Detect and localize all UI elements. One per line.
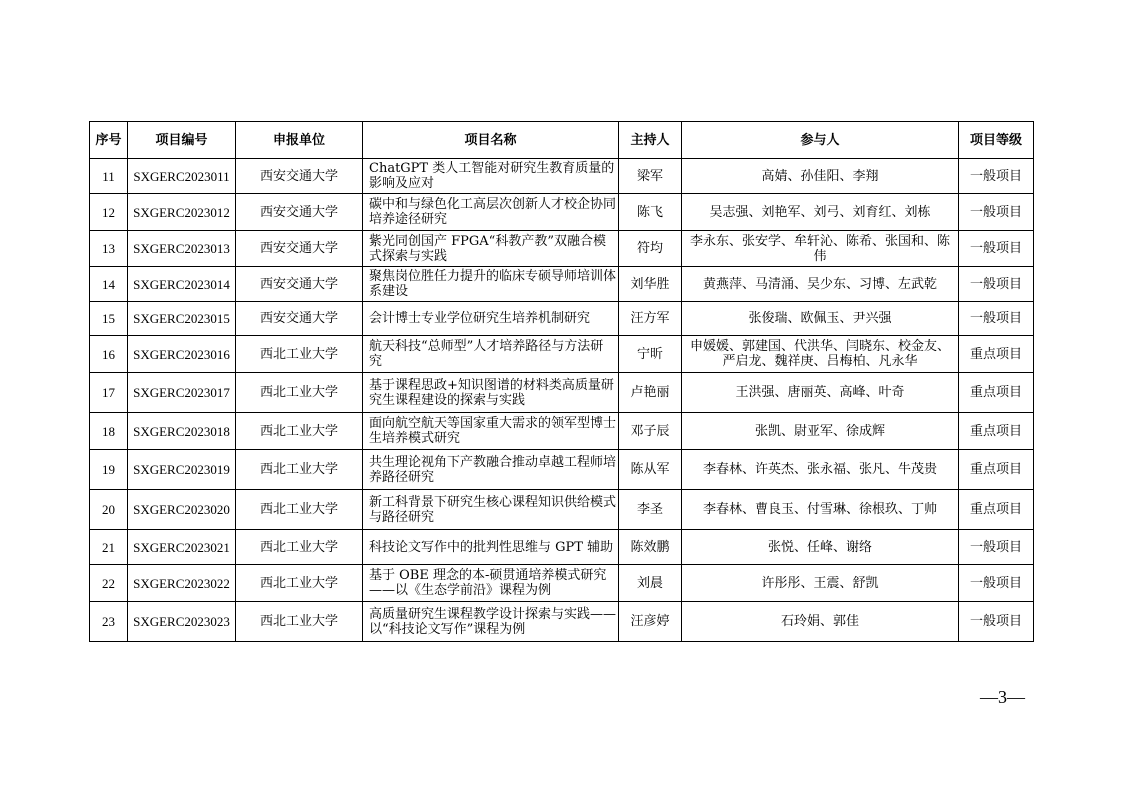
cell-leader: 李圣 bbox=[619, 490, 682, 530]
table-row bbox=[90, 565, 1034, 602]
table-row bbox=[90, 450, 1034, 490]
cell-unit: 西北工业大学 bbox=[236, 530, 363, 565]
cell-level: 一般项目 bbox=[959, 267, 1034, 302]
cell-leader: 宁昕 bbox=[619, 336, 682, 373]
cell-leader: 邓子辰 bbox=[619, 413, 682, 450]
cell-unit: 西安交通大学 bbox=[236, 302, 363, 336]
cell-members: 李春林、曹良玉、付雪琳、徐根玖、丁帅 bbox=[682, 490, 959, 530]
cell-leader: 梁军 bbox=[619, 159, 682, 194]
cell-seq: 19 bbox=[90, 450, 128, 490]
cell-seq: 16 bbox=[90, 336, 128, 373]
cell-leader: 汪方军 bbox=[619, 302, 682, 336]
cell-unit: 西北工业大学 bbox=[236, 336, 363, 373]
cell-seq: 18 bbox=[90, 413, 128, 450]
cell-members: 张俊瑞、欧佩玉、尹兴强 bbox=[682, 302, 959, 336]
cell-project-name: 会计博士专业学位研究生培养机制研究 bbox=[363, 302, 619, 336]
table-row bbox=[90, 413, 1034, 450]
cell-members: 张凯、尉亚军、徐成辉 bbox=[682, 413, 959, 450]
cell-code: SXGERC2023018 bbox=[128, 413, 236, 450]
cell-level: 一般项目 bbox=[959, 159, 1034, 194]
table-row bbox=[90, 336, 1034, 373]
cell-seq: 22 bbox=[90, 565, 128, 602]
cell-code: SXGERC2023017 bbox=[128, 373, 236, 413]
cell-level: 一般项目 bbox=[959, 194, 1034, 231]
cell-members: 黄燕萍、马清涌、吴少东、习博、左武乾 bbox=[682, 267, 959, 302]
cell-code: SXGERC2023015 bbox=[128, 302, 236, 336]
cell-code: SXGERC2023020 bbox=[128, 490, 236, 530]
cell-seq: 17 bbox=[90, 373, 128, 413]
cell-project-name: ChatGPT 类人工智能对研究生教育质量的影响及应对 bbox=[363, 159, 619, 194]
table-row bbox=[90, 159, 1034, 194]
cell-level: 一般项目 bbox=[959, 231, 1034, 267]
page-number: —3— bbox=[980, 687, 1025, 707]
cell-level: 一般项目 bbox=[959, 602, 1034, 642]
cell-code: SXGERC2023022 bbox=[128, 565, 236, 602]
cell-level: 重点项目 bbox=[959, 450, 1034, 490]
header-unit: 申报单位 bbox=[236, 122, 363, 159]
cell-seq: 21 bbox=[90, 530, 128, 565]
table-row bbox=[90, 490, 1034, 530]
cell-project-name: 新工科背景下研究生核心课程知识供给模式与路径研究 bbox=[363, 490, 619, 530]
cell-members: 石玲娟、郭佳 bbox=[682, 602, 959, 642]
table-row bbox=[90, 373, 1034, 413]
cell-level: 一般项目 bbox=[959, 302, 1034, 336]
header-leader: 主持人 bbox=[619, 122, 682, 159]
cell-project-name: 紫光同创国产 FPGA“科教产教”双融合模式探索与实践 bbox=[363, 231, 619, 267]
cell-unit: 西北工业大学 bbox=[236, 602, 363, 642]
cell-unit: 西北工业大学 bbox=[236, 490, 363, 530]
cell-code: SXGERC2023016 bbox=[128, 336, 236, 373]
cell-level: 重点项目 bbox=[959, 336, 1034, 373]
cell-project-name: 面向航空航天等国家重大需求的领军型博士生培养模式研究 bbox=[363, 413, 619, 450]
cell-project-name: 基于课程思政+知识图谱的材料类高质量研究生课程建设的探索与实践 bbox=[363, 373, 619, 413]
table-row bbox=[90, 231, 1034, 267]
cell-level: 重点项目 bbox=[959, 413, 1034, 450]
cell-unit: 西安交通大学 bbox=[236, 194, 363, 231]
cell-code: SXGERC2023013 bbox=[128, 231, 236, 267]
table-header-row bbox=[90, 122, 1034, 159]
cell-project-name: 聚焦岗位胜任力提升的临床专硕导师培训体系建设 bbox=[363, 267, 619, 302]
header-level: 项目等级 bbox=[959, 122, 1034, 159]
cell-seq: 12 bbox=[90, 194, 128, 231]
table-body bbox=[90, 159, 1034, 642]
cell-leader: 陈从军 bbox=[619, 450, 682, 490]
cell-seq: 23 bbox=[90, 602, 128, 642]
header-name: 项目名称 bbox=[363, 122, 619, 159]
cell-seq: 13 bbox=[90, 231, 128, 267]
cell-unit: 西北工业大学 bbox=[236, 450, 363, 490]
cell-leader: 符均 bbox=[619, 231, 682, 267]
cell-project-name: 碳中和与绿色化工高层次创新人才校企协同培养途径研究 bbox=[363, 194, 619, 231]
cell-project-name: 基于 OBE 理念的本-硕贯通培养模式研究——以《生态学前沿》课程为例 bbox=[363, 565, 619, 602]
table-row bbox=[90, 302, 1034, 336]
cell-leader: 刘华胜 bbox=[619, 267, 682, 302]
cell-code: SXGERC2023012 bbox=[128, 194, 236, 231]
table-row bbox=[90, 602, 1034, 642]
cell-project-name: 航天科技“总师型”人才培养路径与方法研究 bbox=[363, 336, 619, 373]
cell-members: 高婧、孙佳阳、李翔 bbox=[682, 159, 959, 194]
table-row bbox=[90, 194, 1034, 231]
cell-project-name: 高质量研究生课程教学设计探索与实践——以“科技论文写作”课程为例 bbox=[363, 602, 619, 642]
cell-code: SXGERC2023011 bbox=[128, 159, 236, 194]
header-seq: 序号 bbox=[90, 122, 128, 159]
cell-unit: 西北工业大学 bbox=[236, 565, 363, 602]
header-members: 参与人 bbox=[682, 122, 959, 159]
cell-members: 许彤彤、王震、舒凯 bbox=[682, 565, 959, 602]
cell-code: SXGERC2023021 bbox=[128, 530, 236, 565]
table-row bbox=[90, 267, 1034, 302]
table-row bbox=[90, 530, 1034, 565]
cell-level: 一般项目 bbox=[959, 565, 1034, 602]
cell-level: 一般项目 bbox=[959, 530, 1034, 565]
cell-unit: 西安交通大学 bbox=[236, 231, 363, 267]
cell-members: 王洪强、唐丽英、高峰、叶奇 bbox=[682, 373, 959, 413]
project-table bbox=[89, 121, 1034, 642]
cell-members: 张悦、任峰、谢络 bbox=[682, 530, 959, 565]
cell-seq: 14 bbox=[90, 267, 128, 302]
cell-unit: 西北工业大学 bbox=[236, 413, 363, 450]
cell-leader: 卢艳丽 bbox=[619, 373, 682, 413]
cell-leader: 陈飞 bbox=[619, 194, 682, 231]
cell-level: 重点项目 bbox=[959, 490, 1034, 530]
header-code: 项目编号 bbox=[128, 122, 236, 159]
cell-unit: 西安交通大学 bbox=[236, 267, 363, 302]
cell-level: 重点项目 bbox=[959, 373, 1034, 413]
cell-members: 吴志强、刘艳军、刘弓、刘育红、刘栋 bbox=[682, 194, 959, 231]
cell-project-name: 共生理论视角下产教融合推动卓越工程师培养路径研究 bbox=[363, 450, 619, 490]
cell-members: 李永东、张安学、牟轩沁、陈希、张国和、陈伟 bbox=[682, 231, 959, 267]
cell-leader: 陈效鹏 bbox=[619, 530, 682, 565]
cell-seq: 11 bbox=[90, 159, 128, 194]
cell-code: SXGERC2023019 bbox=[128, 450, 236, 490]
cell-code: SXGERC2023023 bbox=[128, 602, 236, 642]
cell-unit: 西安交通大学 bbox=[236, 159, 363, 194]
cell-members: 李春林、许英杰、张永福、张凡、牛茂贵 bbox=[682, 450, 959, 490]
cell-seq: 20 bbox=[90, 490, 128, 530]
cell-seq: 15 bbox=[90, 302, 128, 336]
cell-unit: 西北工业大学 bbox=[236, 373, 363, 413]
cell-leader: 刘晨 bbox=[619, 565, 682, 602]
cell-code: SXGERC2023014 bbox=[128, 267, 236, 302]
cell-members: 申媛媛、郭建国、代洪华、闫晓东、校金友、严启龙、魏祥庚、吕梅柏、凡永华 bbox=[682, 336, 959, 373]
cell-leader: 汪彦婷 bbox=[619, 602, 682, 642]
cell-project-name: 科技论文写作中的批判性思维与 GPT 辅助 bbox=[363, 530, 619, 565]
